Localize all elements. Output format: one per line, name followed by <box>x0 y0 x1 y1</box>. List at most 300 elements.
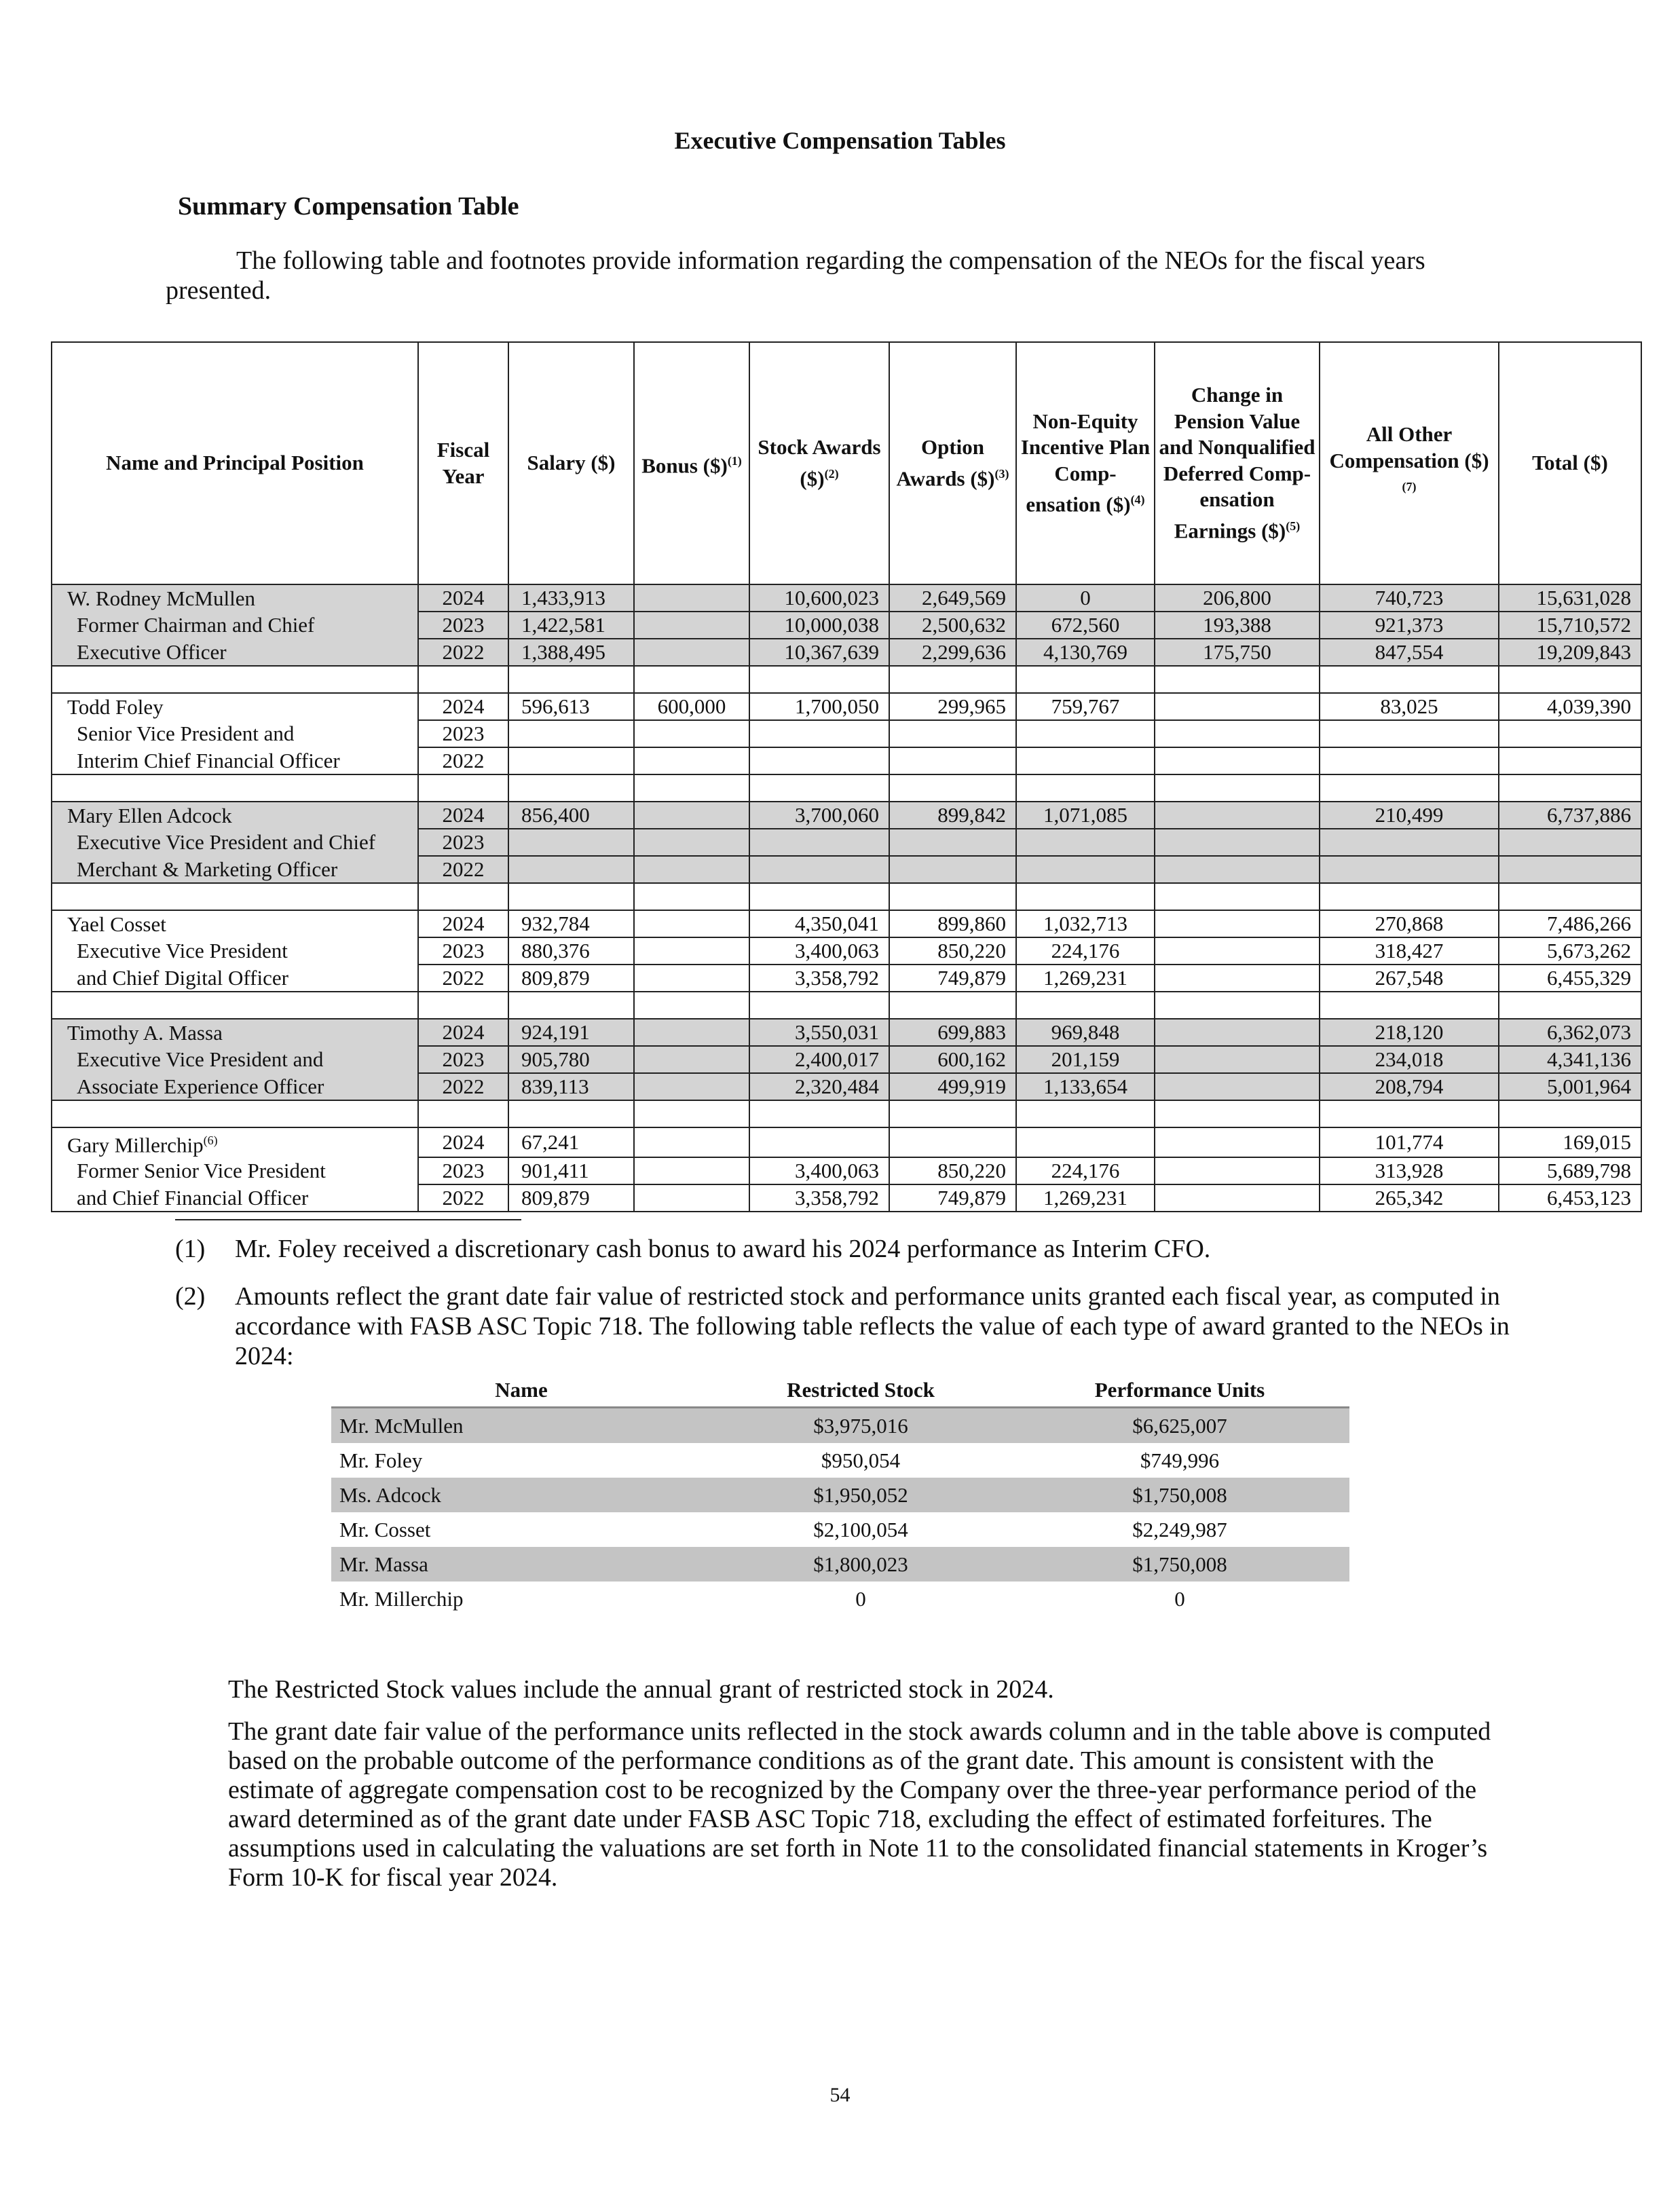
cell-nonequity: 1,071,085 <box>1016 802 1155 829</box>
cell-bonus <box>634 612 749 639</box>
spacer-cell <box>634 883 749 910</box>
cell-nonequity: 672,560 <box>1016 612 1155 639</box>
header-pension: Change in Pension Value and Nonqualified Deferred Comp-ensation Earnings ($)$^{(5)}$ <box>1155 342 1320 584</box>
cell-bonus <box>634 1073 749 1100</box>
spacer-cell <box>1016 883 1155 910</box>
cell-option: 2,299,636 <box>889 639 1016 666</box>
award-cell-restricted: 0 <box>855 1586 866 1611</box>
cell-year: 2023 <box>418 937 508 965</box>
cell-option: 899,860 <box>889 910 1016 937</box>
cell-other: 270,868 <box>1320 910 1499 937</box>
spacer-cell <box>52 666 418 693</box>
executive-title: Former Senior Vice President <box>52 1157 418 1184</box>
cell-year: 2022 <box>418 639 508 666</box>
cell-other <box>1320 829 1499 856</box>
cell-bonus <box>634 1157 749 1184</box>
cell-salary: 901,411 <box>508 1157 634 1184</box>
cell-option: 899,842 <box>889 802 1016 829</box>
cell-stock: 3,700,060 <box>749 802 889 829</box>
footnote-rule <box>175 1219 521 1220</box>
cell-stock: 10,367,639 <box>749 639 889 666</box>
cell-year: 2024 <box>418 910 508 937</box>
cell-pension <box>1155 720 1320 747</box>
cell-other: 234,018 <box>1320 1046 1499 1073</box>
cell-nonequity: 224,176 <box>1016 1157 1155 1184</box>
table-row <box>52 965 1641 992</box>
cell-year: 2024 <box>418 693 508 720</box>
cell-option: 699,883 <box>889 1019 1016 1046</box>
cell-salary: 856,400 <box>508 802 634 829</box>
executive-name: W. Rodney McMullen <box>52 584 418 612</box>
table-row <box>52 720 1641 747</box>
cell-pension <box>1155 856 1320 883</box>
cell-stock: 2,320,484 <box>749 1073 889 1100</box>
executive-title: Associate Experience Officer <box>52 1073 418 1100</box>
table-row <box>52 612 1641 639</box>
spacer-cell <box>418 1100 508 1127</box>
executive-title: Executive Vice President and Chief <box>52 829 418 856</box>
spacer-cell <box>418 883 508 910</box>
cell-option: 600,162 <box>889 1046 1016 1073</box>
cell-stock: 1,700,050 <box>749 693 889 720</box>
award-header-row <box>331 1378 1349 1408</box>
footnote-text: Mr. Foley received a discretionary cash bonus to award his 2024 performance as Interim CFO. <box>235 1235 1211 1263</box>
cell-stock: 3,358,792 <box>749 1184 889 1212</box>
table-row <box>52 1046 1641 1073</box>
cell-salary: 809,879 <box>508 1184 634 1212</box>
award-header-restricted: Restricted Stock <box>711 1378 1010 1408</box>
cell-salary: 924,191 <box>508 1019 634 1046</box>
cell-option <box>889 856 1016 883</box>
spacer-row <box>52 774 1641 802</box>
cell-pension <box>1155 1127 1320 1157</box>
executive-title: and Chief Digital Officer <box>52 965 418 992</box>
award-header-name: Name <box>331 1378 711 1408</box>
award-cell-restricted: $1,800,023 <box>711 1547 1010 1582</box>
cell-salary: 67,241 <box>508 1127 634 1157</box>
award-row <box>331 1478 1349 1512</box>
cell-pension <box>1155 802 1320 829</box>
spacer-cell <box>52 1100 418 1127</box>
cell-option: 749,879 <box>889 1184 1016 1212</box>
cell-bonus <box>634 829 749 856</box>
executive-title: Executive Vice President <box>52 937 418 965</box>
page-number: 54 <box>829 2084 851 2106</box>
award-cell-performance: $2,249,987 <box>1132 1517 1227 1541</box>
executive-name: Yael Cosset <box>52 910 418 937</box>
cell-stock <box>749 747 889 774</box>
cell-pension <box>1155 1046 1320 1073</box>
spacer-cell <box>1499 883 1641 910</box>
table-row <box>52 1127 1641 1157</box>
cell-total: 7,486,266 <box>1499 910 1641 937</box>
spacer-cell <box>508 992 634 1019</box>
spacer-row <box>52 666 1641 693</box>
table-row <box>52 802 1641 829</box>
executive-title: Executive Vice President and <box>52 1046 418 1073</box>
footnote-text: Amounts reflect the grant date fair value of restricted stock and performance units granted each fiscal year, as computed in accordance with FASB ASC Topic 718. The following table reflects the value of each type of award granted to the NEOs in 2024: <box>235 1282 1510 1370</box>
award-row <box>331 1408 1349 1444</box>
intro-paragraph: The following table and footnotes provide information regarding the compensation of the NEOs for the fiscal years presented. <box>166 246 1425 305</box>
award-row <box>331 1582 1349 1616</box>
cell-nonequity <box>1016 856 1155 883</box>
spacer-cell <box>418 666 508 693</box>
cell-other <box>1320 856 1499 883</box>
cell-option <box>889 720 1016 747</box>
cell-pension <box>1155 1019 1320 1046</box>
cell-year: 2022 <box>418 747 508 774</box>
cell-stock: 10,600,023 <box>749 584 889 612</box>
cell-pension <box>1155 910 1320 937</box>
award-cell-performance: 0 <box>1174 1586 1185 1611</box>
spacer-cell <box>889 1100 1016 1127</box>
cell-salary: 596,613 <box>508 693 634 720</box>
award-cell-restricted: $2,100,054 <box>813 1517 908 1541</box>
table-row <box>52 1184 1641 1212</box>
cell-year: 2022 <box>418 856 508 883</box>
spacer-cell <box>508 1100 634 1127</box>
spacer-cell <box>508 774 634 802</box>
spacer-cell <box>508 883 634 910</box>
table-row <box>52 747 1641 774</box>
spacer-row <box>52 992 1641 1019</box>
cell-salary <box>508 747 634 774</box>
executive-name: Mary Ellen Adcock <box>52 802 418 829</box>
cell-total: 4,039,390 <box>1499 693 1641 720</box>
spacer-cell <box>1320 774 1499 802</box>
cell-option: 2,649,569 <box>889 584 1016 612</box>
cell-stock <box>749 856 889 883</box>
cell-salary: 809,879 <box>508 965 634 992</box>
summary-table-body <box>52 584 1641 1212</box>
spacer-cell <box>1016 666 1155 693</box>
header-total: Total ($) <box>1499 342 1641 584</box>
award-row <box>331 1547 1349 1582</box>
award-cell-name: Mr. Cosset <box>339 1517 431 1541</box>
spacer-cell <box>1499 992 1641 1019</box>
cell-total: 5,673,262 <box>1499 937 1641 965</box>
award-cell-restricted: $3,975,016 <box>711 1408 1010 1444</box>
section-title: Summary Compensation Table <box>178 192 519 221</box>
spacer-cell <box>1155 666 1320 693</box>
cell-option: 749,879 <box>889 965 1016 992</box>
cell-bonus <box>634 856 749 883</box>
cell-salary <box>508 856 634 883</box>
cell-pension <box>1155 829 1320 856</box>
cell-nonequity <box>1016 720 1155 747</box>
cell-total <box>1499 720 1641 747</box>
cell-bonus <box>634 584 749 612</box>
cell-salary: 1,433,913 <box>508 584 634 612</box>
cell-stock: 3,358,792 <box>749 965 889 992</box>
cell-bonus <box>634 937 749 965</box>
cell-bonus <box>634 965 749 992</box>
award-header-performance: Performance Units <box>1010 1378 1349 1408</box>
executive-title: Merchant & Marketing Officer <box>52 856 418 883</box>
cell-other: 740,723 <box>1320 584 1499 612</box>
header-all-other: All Other Compensation ($)$^{(7)}$ <box>1320 342 1499 584</box>
spacer-cell <box>1320 1100 1499 1127</box>
cell-nonequity: 224,176 <box>1016 937 1155 965</box>
footnote-number: (2) <box>175 1282 206 1311</box>
cell-year: 2023 <box>418 612 508 639</box>
cell-bonus: 600,000 <box>634 693 749 720</box>
award-table-body <box>331 1408 1349 1617</box>
footnote-number: (1) <box>175 1235 206 1263</box>
cell-total: 6,453,123 <box>1499 1184 1641 1212</box>
cell-other: 83,025 <box>1320 693 1499 720</box>
header-bonus: Bonus ($)$^{(1)}$ <box>634 342 749 584</box>
cell-other: 318,427 <box>1320 937 1499 965</box>
restricted-stock-note: The Restricted Stock values include the annual grant of restricted stock in 2024. <box>228 1675 1054 1704</box>
spacer-cell <box>1155 883 1320 910</box>
award-cell-name: Ms. Adcock <box>331 1478 711 1512</box>
cell-other <box>1320 747 1499 774</box>
table-row <box>52 693 1641 720</box>
executive-title: Interim Chief Financial Officer <box>52 747 418 774</box>
cell-other: 265,342 <box>1320 1184 1499 1212</box>
spacer-cell <box>52 883 418 910</box>
cell-year: 2022 <box>418 1184 508 1212</box>
cell-salary: 1,422,581 <box>508 612 634 639</box>
spacer-cell <box>749 1100 889 1127</box>
cell-bonus <box>634 1127 749 1157</box>
spacer-cell <box>749 992 889 1019</box>
award-cell-name: Mr. Massa <box>331 1547 711 1582</box>
cell-total: 15,631,028 <box>1499 584 1641 612</box>
spacer-cell <box>1155 992 1320 1019</box>
cell-salary <box>508 720 634 747</box>
cell-other <box>1320 720 1499 747</box>
cell-total: 5,001,964 <box>1499 1073 1641 1100</box>
table-row <box>52 829 1641 856</box>
cell-other: 218,120 <box>1320 1019 1499 1046</box>
cell-option: 299,965 <box>889 693 1016 720</box>
cell-pension <box>1155 747 1320 774</box>
cell-total: 15,710,572 <box>1499 612 1641 639</box>
cell-option: 850,220 <box>889 937 1016 965</box>
spacer-cell <box>749 883 889 910</box>
cell-pension <box>1155 1184 1320 1212</box>
cell-salary: 932,784 <box>508 910 634 937</box>
cell-stock: 3,550,031 <box>749 1019 889 1046</box>
cell-other: 921,373 <box>1320 612 1499 639</box>
spacer-cell <box>1155 1100 1320 1127</box>
cell-other: 101,774 <box>1320 1127 1499 1157</box>
cell-year: 2023 <box>418 829 508 856</box>
cell-option <box>889 1127 1016 1157</box>
cell-nonequity <box>1016 747 1155 774</box>
cell-year: 2024 <box>418 1127 508 1157</box>
cell-nonequity <box>1016 829 1155 856</box>
cell-pension: 193,388 <box>1155 612 1320 639</box>
cell-salary <box>508 829 634 856</box>
spacer-cell <box>1320 666 1499 693</box>
award-cell-restricted: $950,054 <box>821 1448 901 1472</box>
cell-pension: 206,800 <box>1155 584 1320 612</box>
spacer-cell <box>1320 992 1499 1019</box>
spacer-cell <box>1499 1100 1641 1127</box>
cell-pension <box>1155 1073 1320 1100</box>
header-stock-awards: Stock Awards ($)$^{(2)}$ <box>749 342 889 584</box>
cell-bonus <box>634 1184 749 1212</box>
cell-total: 169,015 <box>1499 1127 1641 1157</box>
spacer-cell <box>52 992 418 1019</box>
cell-stock: 2,400,017 <box>749 1046 889 1073</box>
cell-year: 2022 <box>418 1073 508 1100</box>
cell-option: 2,500,632 <box>889 612 1016 639</box>
spacer-cell <box>889 774 1016 802</box>
cell-nonequity: 969,848 <box>1016 1019 1155 1046</box>
executive-name: Todd Foley <box>52 693 418 720</box>
cell-stock: 3,400,063 <box>749 1157 889 1184</box>
spacer-cell <box>749 666 889 693</box>
cell-year: 2024 <box>418 584 508 612</box>
cell-other: 210,499 <box>1320 802 1499 829</box>
cell-other: 313,928 <box>1320 1157 1499 1184</box>
spacer-cell <box>1016 774 1155 802</box>
cell-option: 499,919 <box>889 1073 1016 1100</box>
table-row <box>52 1073 1641 1100</box>
spacer-row <box>52 883 1641 910</box>
cell-stock <box>749 829 889 856</box>
spacer-cell <box>508 666 634 693</box>
table-row <box>52 584 1641 612</box>
cell-year: 2022 <box>418 965 508 992</box>
cell-option: 850,220 <box>889 1157 1016 1184</box>
cell-bonus <box>634 1019 749 1046</box>
cell-total: 4,341,136 <box>1499 1046 1641 1073</box>
award-cell-performance: $749,996 <box>1140 1448 1220 1472</box>
cell-nonequity: 759,767 <box>1016 693 1155 720</box>
page-title: Executive Compensation Tables <box>674 127 1006 154</box>
table-row <box>52 639 1641 666</box>
cell-stock: 3,400,063 <box>749 937 889 965</box>
cell-stock <box>749 720 889 747</box>
cell-total: 6,455,329 <box>1499 965 1641 992</box>
cell-bonus <box>634 639 749 666</box>
spacer-cell <box>634 666 749 693</box>
cell-nonequity: 1,269,231 <box>1016 1184 1155 1212</box>
header-row <box>52 342 1641 584</box>
header-salary: Salary ($) <box>508 342 634 584</box>
award-cell-name: Mr. Millerchip <box>339 1586 464 1611</box>
cell-stock <box>749 1127 889 1157</box>
table-row <box>52 910 1641 937</box>
award-row <box>331 1512 1349 1547</box>
cell-pension <box>1155 965 1320 992</box>
cell-total: 5,689,798 <box>1499 1157 1641 1184</box>
executive-title: Senior Vice President and <box>52 720 418 747</box>
executive-title: Executive Officer <box>52 639 418 666</box>
award-row <box>331 1443 1349 1478</box>
cell-salary: 839,113 <box>508 1073 634 1100</box>
cell-nonequity: 201,159 <box>1016 1046 1155 1073</box>
cell-salary: 1,388,495 <box>508 639 634 666</box>
spacer-cell <box>634 774 749 802</box>
spacer-cell <box>889 992 1016 1019</box>
executive-name: Timothy A. Massa <box>52 1019 418 1046</box>
cell-option <box>889 829 1016 856</box>
cell-bonus <box>634 802 749 829</box>
cell-total <box>1499 747 1641 774</box>
cell-salary: 905,780 <box>508 1046 634 1073</box>
performance-units-note: The grant date fair value of the performance units reflected in the stock awards column and in the table above is computed based on the probable outcome of the performance conditions as of the grant date. This amount is consistent with the estimate of aggregate compensation cost to be recognized by the Company over the three-year performance period of the award determined as of the grant date under FASB ASC Topic 718, excluding the effect of estimated forfeitures. The assumptions used in calculating the valuations are set forth in Note 11 to the consolidated financial statements in Kroger’s Form 10-K for fiscal year 2024. <box>228 1717 1491 1892</box>
award-cell-restricted: $1,950,052 <box>711 1478 1010 1512</box>
cell-pension <box>1155 937 1320 965</box>
cell-total: 6,362,073 <box>1499 1019 1641 1046</box>
spacer-cell <box>52 774 418 802</box>
cell-bonus <box>634 1046 749 1073</box>
header-fiscal-year: Fiscal Year <box>418 342 508 584</box>
cell-year: 2023 <box>418 720 508 747</box>
spacer-cell <box>1320 883 1499 910</box>
cell-nonequity: 1,269,231 <box>1016 965 1155 992</box>
cell-nonequity: 1,133,654 <box>1016 1073 1155 1100</box>
cell-nonequity: 1,032,713 <box>1016 910 1155 937</box>
spacer-cell <box>1155 774 1320 802</box>
spacer-cell <box>418 774 508 802</box>
cell-nonequity <box>1016 1127 1155 1157</box>
table-row <box>52 856 1641 883</box>
cell-other: 267,548 <box>1320 965 1499 992</box>
award-cell-performance: $1,750,008 <box>1010 1547 1349 1582</box>
cell-nonequity: 0 <box>1016 584 1155 612</box>
spacer-cell <box>889 666 1016 693</box>
award-breakdown-table <box>331 1378 1349 1616</box>
cell-other: 208,794 <box>1320 1073 1499 1100</box>
table-row <box>52 1157 1641 1184</box>
spacer-cell <box>749 774 889 802</box>
cell-stock: 10,000,038 <box>749 612 889 639</box>
cell-other: 847,554 <box>1320 639 1499 666</box>
header-non-equity: Non-Equity Incentive Plan Comp-ensation ($)$^{(4)}$ <box>1016 342 1155 584</box>
header-name: Name and Principal Position <box>52 342 418 584</box>
cell-year: 2023 <box>418 1046 508 1073</box>
cell-pension <box>1155 693 1320 720</box>
header-option-awards: Option Awards ($)$^{(3)}$ <box>889 342 1016 584</box>
spacer-cell <box>889 883 1016 910</box>
table-row <box>52 1019 1641 1046</box>
spacer-cell <box>634 1100 749 1127</box>
cell-salary: 880,376 <box>508 937 634 965</box>
cell-bonus <box>634 910 749 937</box>
award-cell-name: Mr. Foley <box>339 1448 423 1472</box>
footnote-ref: (6) <box>203 1134 218 1147</box>
spacer-cell <box>418 992 508 1019</box>
cell-total <box>1499 856 1641 883</box>
executive-name: Gary Millerchip$^{(6)}$ <box>52 1127 418 1157</box>
cell-total: 19,209,843 <box>1499 639 1641 666</box>
cell-pension <box>1155 1157 1320 1184</box>
cell-stock: 4,350,041 <box>749 910 889 937</box>
spacer-cell <box>1016 992 1155 1019</box>
cell-year: 2023 <box>418 1157 508 1184</box>
cell-bonus <box>634 747 749 774</box>
cell-pension: 175,750 <box>1155 639 1320 666</box>
spacer-row <box>52 1100 1641 1127</box>
executive-title: and Chief Financial Officer <box>52 1184 418 1212</box>
spacer-cell <box>1499 666 1641 693</box>
executive-title: Former Chairman and Chief <box>52 612 418 639</box>
award-cell-performance: $1,750,008 <box>1010 1478 1349 1512</box>
cell-year: 2024 <box>418 802 508 829</box>
table-row <box>52 937 1641 965</box>
cell-nonequity: 4,130,769 <box>1016 639 1155 666</box>
spacer-cell <box>1499 774 1641 802</box>
spacer-cell <box>634 992 749 1019</box>
summary-compensation-table <box>51 341 1642 1212</box>
